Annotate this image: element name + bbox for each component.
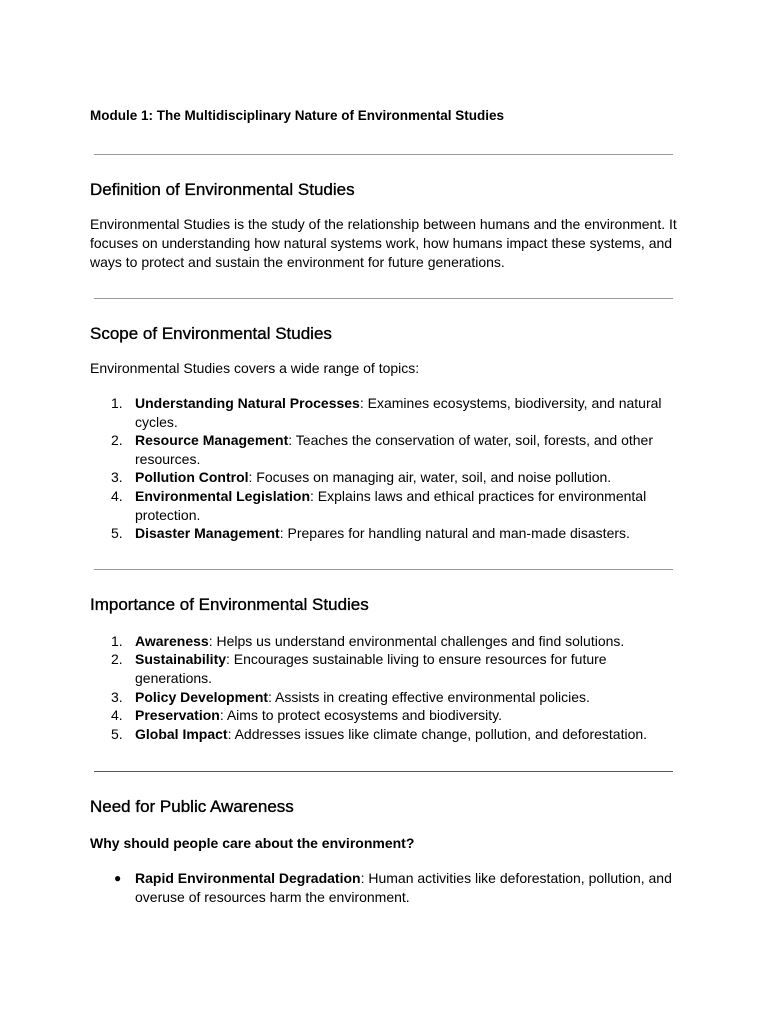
scope-list <box>90 394 680 543</box>
list-desc: : Prepares for handling natural and man-made disasters. <box>279 525 630 542</box>
list-item <box>90 869 680 906</box>
scope-intro: Environmental Studies covers a wide range of topics: <box>90 360 420 376</box>
list-desc: : Helps us understand environmental challenges and find solutions. <box>208 632 625 649</box>
awareness-list <box>90 869 680 906</box>
list-item <box>90 487 680 524</box>
importance-heading: Importance of Environmental Studies <box>90 594 369 614</box>
list-item <box>90 688 680 707</box>
list-desc: : Assists in creating effective environmental policies. <box>268 688 590 705</box>
list-desc: : Examines ecosystems, biodiversity, and natural cycles. <box>135 395 662 430</box>
list-term: Awareness <box>135 632 209 649</box>
list-number: 4. <box>111 707 123 724</box>
list-desc: : Explains laws and ethical practices for environmental protection. <box>135 487 647 523</box>
list-term: Understanding Natural Processes <box>135 395 360 411</box>
list-item <box>90 394 680 431</box>
list-term: Sustainability <box>135 651 227 668</box>
list-number: 3. <box>111 688 123 705</box>
list-number: 5. <box>111 725 123 742</box>
list-number: 1. <box>111 632 123 649</box>
module-title: Module 1: The Multidisciplinary Nature of Environmental Studies <box>90 108 505 123</box>
bullet-icon: ● <box>114 871 122 886</box>
list-desc: : Aims to protect ecosystems and biodiversity. <box>219 707 503 724</box>
definition-text: Environmental Studies is the study of the relationship between humans and the environment. It focuses on understanding how natural systems work, how humans impact these systems, and ways to protect and sustain the environment for future generations. <box>90 216 677 270</box>
list-item <box>90 632 680 651</box>
list-term: Disaster Management <box>135 525 280 542</box>
list-term: Global Impact <box>135 725 228 742</box>
definition-heading: Definition of Environmental Studies <box>90 180 355 199</box>
list-number: 4. <box>111 487 123 504</box>
list-desc: : Teaches the conservation of water, soil, forests, and other resources. <box>135 432 654 467</box>
list-number: 1. <box>111 395 123 411</box>
list-item <box>90 431 680 468</box>
list-term: Environmental Legislation <box>135 487 311 504</box>
list-item <box>90 725 680 744</box>
list-term: Policy Development <box>135 688 269 705</box>
list-term: Pollution Control <box>135 469 249 486</box>
awareness-question: Why should people care about the environment? <box>90 835 415 852</box>
list-desc: : Human activities like deforestation, pollution, and overuse of resources harm the environment. <box>135 870 672 905</box>
scope-heading: Scope of Environmental Studies <box>90 324 332 343</box>
list-number: 5. <box>111 525 123 542</box>
list-desc: : Encourages sustainable living to ensure resources for future generations. <box>135 651 607 686</box>
list-item <box>90 468 680 487</box>
list-number: 3. <box>111 469 123 486</box>
list-term: Resource Management <box>135 432 289 449</box>
list-item <box>90 524 680 543</box>
awareness-heading: Need for Public Awareness <box>90 797 294 817</box>
list-desc: : Focuses on managing air, water, soil, and noise pollution. <box>248 469 612 486</box>
list-number: 2. <box>111 432 123 449</box>
importance-list <box>90 632 680 744</box>
list-term: Rapid Environmental Degradation <box>135 870 361 887</box>
list-item <box>90 650 680 687</box>
list-desc: : Addresses issues like climate change, pollution, and deforestation. <box>227 725 648 742</box>
list-item <box>90 706 680 725</box>
list-term: Preservation <box>135 707 220 724</box>
document-content <box>90 106 680 907</box>
list-number: 2. <box>111 651 123 668</box>
